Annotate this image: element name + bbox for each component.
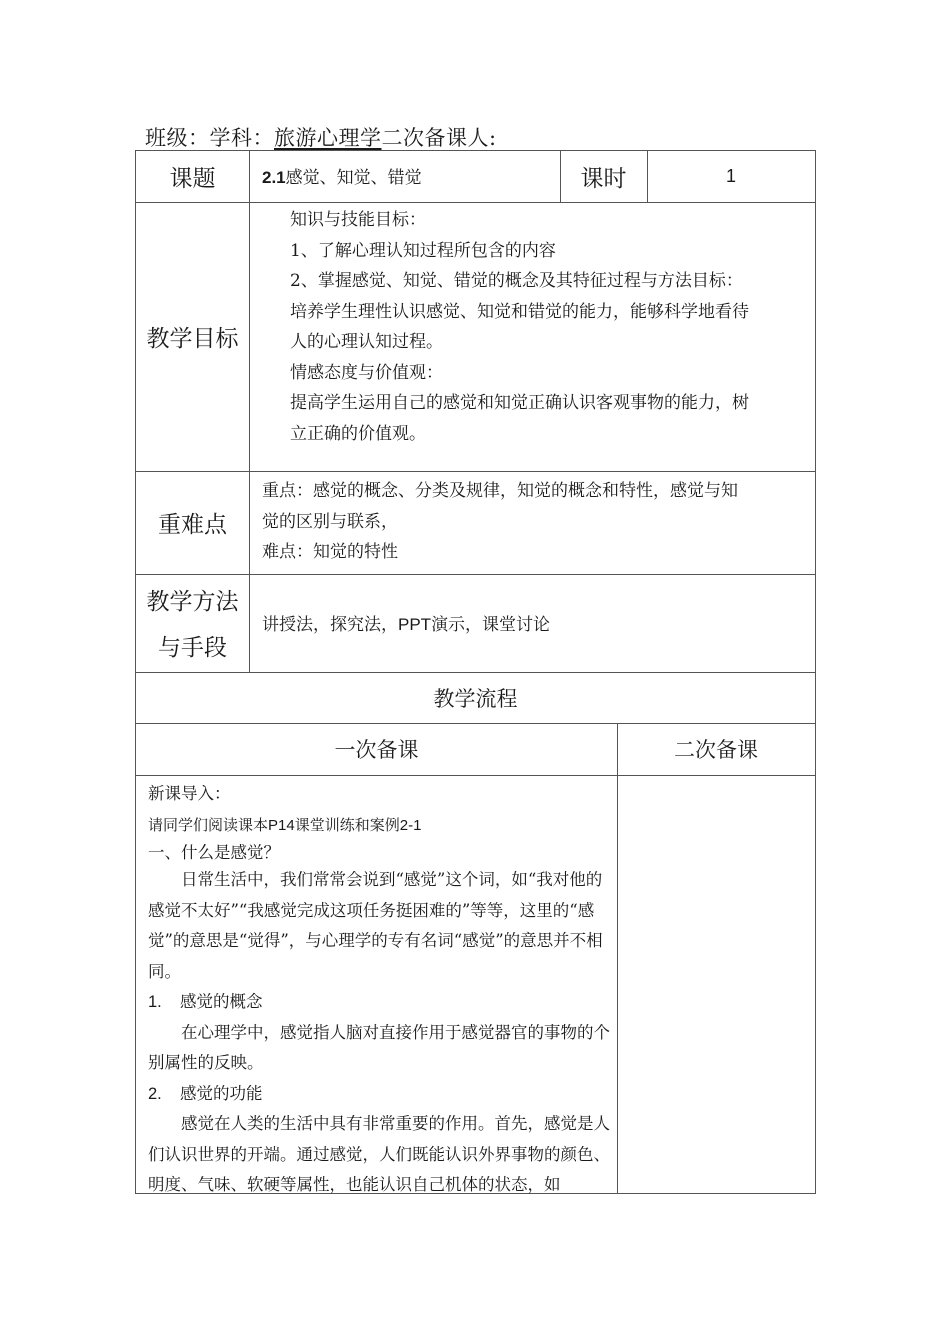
item-number: 2. [148,1084,162,1103]
reading-code: P14 [268,816,295,834]
keypoints-line: 难点：知觉的特性 [262,542,398,562]
goals-line: 1、了解心理认知过程所包含的内容 [290,240,556,261]
document-header [145,122,497,152]
methods-label-line1: 教学方法 [146,589,239,615]
topic-value [262,163,552,193]
topic-label: 课题 [169,166,216,192]
section-heading: 一、什么是感觉？ [148,843,280,862]
goals-line: 情感态度与价值观： [290,362,443,383]
methods-value [262,610,810,635]
goals-line: 提高学生运用自己的感觉和知觉正确认识客观事物的能力，树 [290,393,749,413]
process-title: 教学流程 [433,686,518,711]
topic-text: 感觉、知觉、错觉 [285,168,422,188]
hours-value: 1 [725,166,736,186]
paragraph: 日常生活中，我们常常会说到“感觉”这个词，如“我对他的感觉不太好”“我感觉完成这项任务挺困难的”等等，这里的“感觉”的意思是“觉得”，与心理学的专有名词“感觉”的意思并不相同。 [148,870,603,981]
second-prep-heading: 二次备课 [674,738,758,762]
keypoints-line: 觉的区别与联系， [262,511,398,532]
topic-number: 2.1 [262,168,286,187]
second-prep-content [617,775,815,1193]
methods-ppt: PPT [398,615,432,634]
column-divider [249,151,250,672]
methods-label-line2: 与手段 [158,635,227,661]
first-prep-heading: 一次备课 [334,738,419,762]
intro-line: 新课导入： [148,784,231,803]
item-text: 感觉的概念 [180,992,263,1011]
first-prep-content [148,779,611,1201]
keypoints-label: 重难点 [158,512,227,538]
numbered-item [148,1079,611,1110]
item-text: 感觉的功能 [180,1083,263,1103]
reading-case: 2-1 [399,816,422,834]
methods-post: 演示，课堂讨论 [431,615,551,635]
keypoints-line: 重点：感觉的概念、分类及规律，知觉的概念和特性，感觉与知 [262,481,738,501]
goals-line: 培养学生理性认识感觉、知觉和错觉的能力，能够科学地看待 [290,301,749,322]
goals-line: 人的心理认知过程。 [290,332,443,352]
hours-label: 课时 [580,166,627,192]
reading-line [148,810,611,842]
goals-line: 2、掌握感觉、知觉、错觉的概念及其特征过程与方法目标： [290,271,743,291]
numbered-item [148,987,611,1018]
goals-label: 教学目标 [146,326,239,352]
methods-pre: 讲授法，探究法， [262,615,398,635]
lesson-plan-table [135,150,816,1194]
paragraph: 在心理学中，感觉指人脑对直接作用于感觉器官的事物的个别属性的反映。 [148,1022,610,1072]
reading-pre: 请同学们阅读课本 [148,815,269,834]
header-suffix: 二次备课人: [381,126,497,150]
methods-label [136,579,249,669]
goals-line: 知识与技能目标： [290,210,426,230]
row-divider [136,574,815,575]
keypoints-content [262,476,810,568]
goals-line: 立正确的价值观。 [290,423,426,444]
goals-content [290,205,810,449]
header-prefix: 班级：学科： [145,126,274,150]
paragraph: 感觉在人类的生活中具有非常重要的作用。首先，感觉是人们认识世界的开端。通过感觉，人们既能认识外界事物的颜色、明度、气味、软硬等属性，也能认识自己机体的状态，如 [148,1114,610,1194]
reading-mid: 课堂训练和案例 [294,815,400,834]
item-number: 1. [148,993,162,1011]
header-subject: 旅游心理学 [274,126,382,150]
